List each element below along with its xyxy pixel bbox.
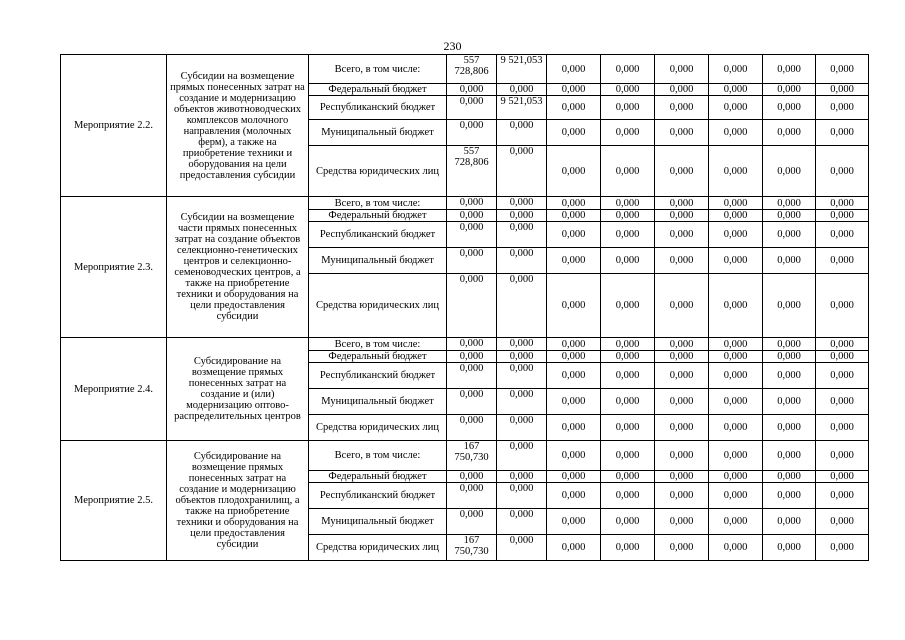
value-cell: 9 521,053 — [497, 96, 547, 120]
value-cell: 0,000 — [709, 222, 763, 248]
value-cell: 0,000 — [447, 509, 497, 535]
value-cell: 0,000 — [497, 84, 547, 96]
value-cell: 0,000 — [497, 338, 547, 351]
value-cell: 0,000 — [497, 274, 547, 338]
table-row — [61, 55, 869, 84]
value-cell: 167 750,730 — [447, 535, 497, 561]
value-cell: 0,000 — [497, 415, 547, 441]
value-cell: 0,000 — [763, 535, 816, 561]
value-cell: 0,000 — [547, 120, 601, 146]
value-cell: 0,000 — [709, 96, 763, 120]
value-cell: 0,000 — [763, 146, 816, 197]
value-cell: 0,000 — [655, 84, 709, 96]
value-cell: 0,000 — [547, 55, 601, 84]
value-cell: 0,000 — [655, 338, 709, 351]
value-cell: 0,000 — [447, 274, 497, 338]
value-cell: 0,000 — [816, 535, 869, 561]
value-cell: 0,000 — [763, 415, 816, 441]
value-cell: 0,000 — [655, 274, 709, 338]
value-cell: 0,000 — [601, 441, 655, 471]
table-row — [61, 338, 869, 351]
value-cell: 0,000 — [709, 483, 763, 509]
funding-source: Республиканский бюджет — [309, 363, 447, 389]
value-cell: 0,000 — [497, 120, 547, 146]
value-cell: 0,000 — [816, 338, 869, 351]
value-cell: 0,000 — [497, 222, 547, 248]
value-cell: 0,000 — [497, 210, 547, 222]
value-cell: 0,000 — [655, 535, 709, 561]
value-cell: 0,000 — [547, 274, 601, 338]
value-cell: 0,000 — [763, 120, 816, 146]
funding-source: Федеральный бюджет — [309, 471, 447, 483]
value-cell: 0,000 — [763, 351, 816, 363]
value-cell: 0,000 — [601, 210, 655, 222]
value-cell: 0,000 — [497, 146, 547, 197]
value-cell: 0,000 — [763, 509, 816, 535]
value-cell: 0,000 — [816, 210, 869, 222]
funding-source: Федеральный бюджет — [309, 84, 447, 96]
value-cell: 0,000 — [601, 509, 655, 535]
value-cell: 0,000 — [447, 222, 497, 248]
value-cell: 0,000 — [497, 248, 547, 274]
value-cell: 0,000 — [497, 483, 547, 509]
value-cell: 0,000 — [497, 197, 547, 210]
value-cell: 0,000 — [655, 351, 709, 363]
value-cell: 0,000 — [447, 483, 497, 509]
funding-source: Муниципальный бюджет — [309, 509, 447, 535]
value-cell: 0,000 — [763, 363, 816, 389]
funding-source: Средства юридических лиц — [309, 535, 447, 561]
value-cell: 0,000 — [655, 197, 709, 210]
value-cell: 0,000 — [709, 120, 763, 146]
funding-source: Федеральный бюджет — [309, 210, 447, 222]
value-cell: 0,000 — [655, 389, 709, 415]
value-cell: 0,000 — [816, 471, 869, 483]
measure-name: Мероприятие 2.4. — [61, 338, 167, 441]
value-cell: 0,000 — [601, 415, 655, 441]
value-cell: 0,000 — [601, 96, 655, 120]
value-cell: 0,000 — [763, 441, 816, 471]
measure-name: Мероприятие 2.3. — [61, 197, 167, 338]
value-cell: 0,000 — [547, 248, 601, 274]
measure-description: Субсидии на возмещение прямых понесенных затрат на создание и модернизацию объектов животноводческих комплексов молочного направления (молочных ферм), а также на приобретение техники и оборудования на цели предоставления субсидии — [167, 55, 309, 197]
value-cell: 0,000 — [709, 471, 763, 483]
value-cell: 0,000 — [547, 210, 601, 222]
value-cell: 0,000 — [763, 222, 816, 248]
measure-name: Мероприятие 2.5. — [61, 441, 167, 561]
funding-source: Муниципальный бюджет — [309, 389, 447, 415]
value-cell: 167 750,730 — [447, 441, 497, 471]
value-cell: 0,000 — [816, 84, 869, 96]
funding-source: Республиканский бюджет — [309, 483, 447, 509]
value-cell: 0,000 — [547, 509, 601, 535]
value-cell: 0,000 — [497, 441, 547, 471]
funding-source: Всего, в том числе: — [309, 338, 447, 351]
value-cell: 0,000 — [447, 120, 497, 146]
value-cell: 0,000 — [763, 55, 816, 84]
value-cell: 0,000 — [447, 338, 497, 351]
value-cell: 0,000 — [447, 197, 497, 210]
value-cell: 0,000 — [816, 363, 869, 389]
value-cell: 0,000 — [447, 471, 497, 483]
table-row — [61, 441, 869, 471]
value-cell: 0,000 — [763, 84, 816, 96]
page-number: 230 — [443, 39, 462, 53]
funding-source: Всего, в том числе: — [309, 197, 447, 210]
value-cell: 0,000 — [601, 120, 655, 146]
value-cell: 0,000 — [816, 120, 869, 146]
value-cell: 0,000 — [601, 274, 655, 338]
funding-source: Республиканский бюджет — [309, 96, 447, 120]
value-cell: 0,000 — [547, 84, 601, 96]
table-row — [61, 197, 869, 210]
value-cell: 0,000 — [601, 483, 655, 509]
value-cell: 0,000 — [601, 146, 655, 197]
value-cell: 0,000 — [763, 210, 816, 222]
measure-description: Субсидирование на возмещение прямых понесенных затрат на создание и модернизацию объектов плодохранилищ, а также на приобретение техники и оборудования на цели предоставления субсидии — [167, 441, 309, 561]
value-cell: 0,000 — [447, 389, 497, 415]
table-body — [61, 55, 869, 561]
value-cell: 0,000 — [816, 96, 869, 120]
value-cell: 9 521,053 — [497, 55, 547, 84]
value-cell: 0,000 — [547, 197, 601, 210]
value-cell: 0,000 — [601, 197, 655, 210]
value-cell: 0,000 — [709, 351, 763, 363]
value-cell: 0,000 — [497, 389, 547, 415]
value-cell: 0,000 — [447, 248, 497, 274]
value-cell: 0,000 — [816, 197, 869, 210]
value-cell: 0,000 — [547, 338, 601, 351]
funding-source: Всего, в том числе: — [309, 441, 447, 471]
value-cell: 0,000 — [601, 55, 655, 84]
value-cell: 0,000 — [655, 483, 709, 509]
value-cell: 0,000 — [547, 441, 601, 471]
value-cell: 557 728,806 — [447, 146, 497, 197]
value-cell: 0,000 — [601, 351, 655, 363]
value-cell: 0,000 — [763, 471, 816, 483]
value-cell: 0,000 — [547, 363, 601, 389]
value-cell: 0,000 — [547, 483, 601, 509]
value-cell: 0,000 — [601, 389, 655, 415]
funding-source: Муниципальный бюджет — [309, 248, 447, 274]
value-cell: 0,000 — [763, 338, 816, 351]
value-cell: 0,000 — [709, 197, 763, 210]
value-cell: 0,000 — [816, 248, 869, 274]
value-cell: 0,000 — [655, 96, 709, 120]
value-cell: 0,000 — [709, 441, 763, 471]
value-cell: 0,000 — [763, 197, 816, 210]
value-cell: 0,000 — [547, 96, 601, 120]
value-cell: 0,000 — [547, 146, 601, 197]
value-cell: 0,000 — [709, 146, 763, 197]
value-cell: 0,000 — [655, 415, 709, 441]
value-cell: 0,000 — [816, 415, 869, 441]
value-cell: 0,000 — [655, 120, 709, 146]
value-cell: 0,000 — [709, 84, 763, 96]
value-cell: 0,000 — [655, 248, 709, 274]
budget-table — [60, 54, 869, 561]
value-cell: 0,000 — [447, 210, 497, 222]
value-cell: 0,000 — [655, 146, 709, 197]
value-cell: 0,000 — [547, 351, 601, 363]
funding-source: Средства юридических лиц — [309, 274, 447, 338]
value-cell: 0,000 — [709, 338, 763, 351]
value-cell: 0,000 — [601, 248, 655, 274]
value-cell: 0,000 — [709, 210, 763, 222]
value-cell: 0,000 — [816, 483, 869, 509]
value-cell: 0,000 — [655, 210, 709, 222]
value-cell: 0,000 — [709, 363, 763, 389]
value-cell: 0,000 — [601, 338, 655, 351]
value-cell: 0,000 — [763, 274, 816, 338]
value-cell: 0,000 — [816, 146, 869, 197]
value-cell: 0,000 — [447, 96, 497, 120]
value-cell: 0,000 — [709, 55, 763, 84]
value-cell: 0,000 — [816, 55, 869, 84]
value-cell: 0,000 — [497, 509, 547, 535]
value-cell: 0,000 — [601, 84, 655, 96]
value-cell: 0,000 — [763, 248, 816, 274]
value-cell: 0,000 — [547, 222, 601, 248]
value-cell: 0,000 — [601, 471, 655, 483]
value-cell: 0,000 — [655, 441, 709, 471]
value-cell: 0,000 — [547, 535, 601, 561]
value-cell: 0,000 — [601, 535, 655, 561]
value-cell: 0,000 — [655, 222, 709, 248]
funding-source: Всего, в том числе: — [309, 55, 447, 84]
value-cell: 0,000 — [763, 96, 816, 120]
value-cell: 0,000 — [497, 351, 547, 363]
measure-description: Субсидирование на возмещение прямых понесенных затрат на создание и (или) модернизацию оптово-распределительных центров — [167, 338, 309, 441]
value-cell: 0,000 — [709, 274, 763, 338]
value-cell: 0,000 — [447, 415, 497, 441]
value-cell: 0,000 — [547, 415, 601, 441]
value-cell: 0,000 — [816, 441, 869, 471]
funding-source: Федеральный бюджет — [309, 351, 447, 363]
value-cell: 0,000 — [497, 471, 547, 483]
value-cell: 0,000 — [709, 535, 763, 561]
value-cell: 557 728,806 — [447, 55, 497, 84]
measure-description: Субсидии на возмещение части прямых понесенных затрат на создание объектов селекционно-генетических центров и селекционно-семеноводческих центров, а также на приобретение техники и оборудования на цели предоставления субсидии — [167, 197, 309, 338]
funding-source: Муниципальный бюджет — [309, 120, 447, 146]
value-cell: 0,000 — [497, 535, 547, 561]
value-cell: 0,000 — [497, 363, 547, 389]
value-cell: 0,000 — [601, 363, 655, 389]
value-cell: 0,000 — [816, 351, 869, 363]
value-cell: 0,000 — [447, 363, 497, 389]
value-cell: 0,000 — [816, 509, 869, 535]
value-cell: 0,000 — [655, 363, 709, 389]
value-cell: 0,000 — [447, 84, 497, 96]
value-cell: 0,000 — [655, 55, 709, 84]
value-cell: 0,000 — [447, 351, 497, 363]
value-cell: 0,000 — [816, 222, 869, 248]
measure-name: Мероприятие 2.2. — [61, 55, 167, 197]
value-cell: 0,000 — [655, 509, 709, 535]
funding-source: Республиканский бюджет — [309, 222, 447, 248]
value-cell: 0,000 — [709, 248, 763, 274]
value-cell: 0,000 — [601, 222, 655, 248]
value-cell: 0,000 — [816, 274, 869, 338]
value-cell: 0,000 — [816, 389, 869, 415]
value-cell: 0,000 — [655, 471, 709, 483]
value-cell: 0,000 — [709, 509, 763, 535]
value-cell: 0,000 — [709, 415, 763, 441]
value-cell: 0,000 — [709, 389, 763, 415]
value-cell: 0,000 — [547, 471, 601, 483]
value-cell: 0,000 — [763, 389, 816, 415]
funding-source: Средства юридических лиц — [309, 146, 447, 197]
funding-source: Средства юридических лиц — [309, 415, 447, 441]
value-cell: 0,000 — [547, 389, 601, 415]
value-cell: 0,000 — [763, 483, 816, 509]
